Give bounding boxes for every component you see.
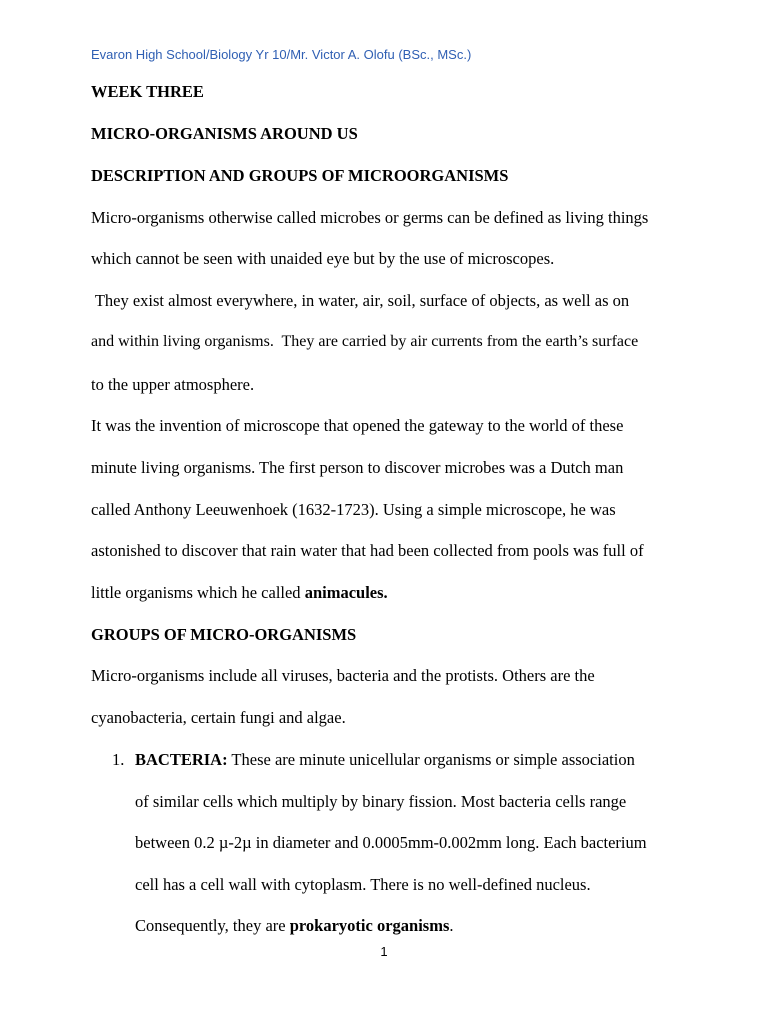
section-heading-description: DESCRIPTION AND GROUPS OF MICROORGANISMS [91, 166, 509, 185]
bold-term-prokaryotic: prokaryotic organisms [289, 916, 450, 935]
list-text: Consequently, they are [135, 916, 290, 935]
section-heading-groups: GROUPS OF MICRO-ORGANISMS [91, 625, 357, 644]
paragraph-line: They exist almost everywhere, in water, air, soil, surface of objects, as well as on [91, 291, 630, 310]
paragraph-line: and within living organisms. They are carried by air currents from the earth’s surface [91, 333, 639, 350]
page-number: 1 [380, 944, 388, 959]
paragraph-line: It was the invention of microscope that opened the gateway to the world of these [91, 416, 624, 435]
list-item-line: of similar cells which multiply by binary fission. Most bacteria cells range [135, 792, 627, 811]
week-heading: WEEK THREE [91, 82, 204, 101]
paragraph-line: Micro-organisms otherwise called microbes or germs can be defined as living things [91, 208, 649, 227]
bold-term-animacules: animacules. [304, 583, 388, 602]
list-item-line: cell has a cell wall with cytoplasm. There is no well-defined nucleus. [135, 875, 591, 894]
list-text: These are minute unicellular organisms or simple association [227, 750, 635, 769]
paragraph-line: called Anthony Leeuwenhoek (1632-1723). Using a simple microscope, he was [91, 500, 616, 519]
paragraph-line: Micro-organisms include all viruses, bacteria and the protists. Others are the [91, 666, 595, 685]
topic-heading: MICRO-ORGANISMS AROUND US [91, 124, 358, 143]
paragraph-line: astonished to discover that rain water that had been collected from pools was full of [91, 541, 644, 560]
paragraph-line: to the upper atmosphere. [91, 375, 255, 394]
list-text: . [449, 916, 454, 935]
running-header: Evaron High School/Biology Yr 10/Mr. Victor A. Olofu (BSc., MSc.) [91, 47, 472, 62]
list-item-line: between 0.2 µ-2µ in diameter and 0.0005mm-0.002mm long. Each bacterium [135, 833, 647, 852]
paragraph-line [91, 583, 678, 603]
paragraph-line: minute living organisms. The first person to discover microbes was a Dutch man [91, 458, 624, 477]
paragraph-line: which cannot be seen with unaided eye but by the use of microscopes. [91, 249, 555, 268]
paragraph-line: cyanobacteria, certain fungi and algae. [91, 708, 346, 727]
paragraph-text: little organisms which he called [91, 583, 305, 602]
list-number: 1. [112, 750, 125, 769]
bold-term-bacteria: BACTERIA: [135, 750, 228, 769]
list-item-line [135, 750, 678, 770]
list-item-line [135, 916, 678, 936]
